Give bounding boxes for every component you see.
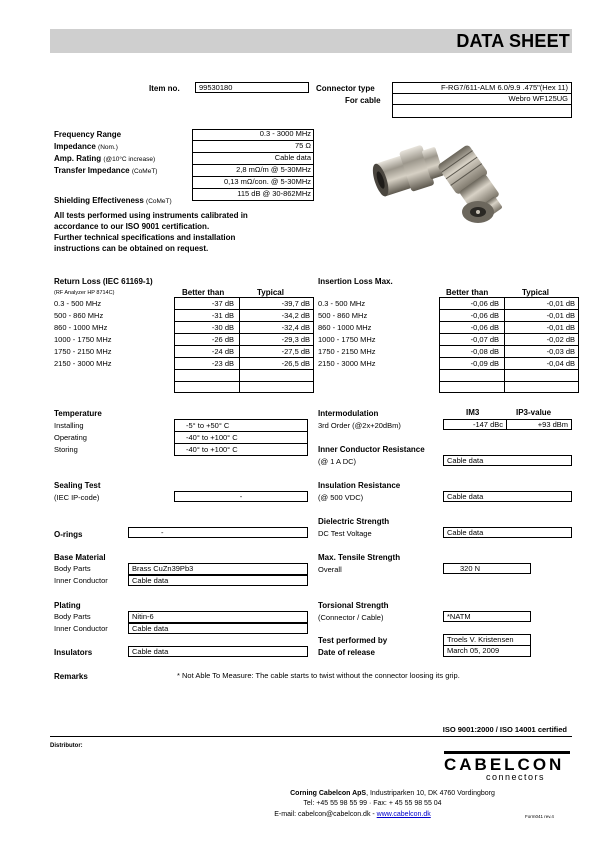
loss-band: 500 - 860 MHz bbox=[318, 311, 368, 320]
loss-band: 1000 - 1750 MHz bbox=[54, 335, 112, 344]
inner-res-label: (@ 1 A DC) bbox=[318, 457, 357, 466]
specs-table bbox=[192, 129, 314, 201]
footer-company: Corning Cabelcon ApS bbox=[290, 790, 367, 797]
loss-table-rule bbox=[439, 381, 579, 382]
insulators-title: Insulators bbox=[54, 648, 93, 657]
base-title: Base Material bbox=[54, 553, 106, 562]
footer-address bbox=[0, 790, 595, 797]
loss-band: 860 - 1000 MHz bbox=[318, 323, 372, 332]
loss-better: -30 dB bbox=[211, 323, 234, 332]
loss-better: -23 dB bbox=[211, 359, 234, 368]
base-value: Brass CuZn39Pb3 bbox=[128, 563, 308, 575]
orings-title: O-rings bbox=[54, 530, 83, 539]
cable-value: Webro WF125UG bbox=[392, 93, 572, 105]
connector-label: Connector type bbox=[316, 84, 375, 93]
loss-band: 0.3 - 500 MHz bbox=[318, 299, 366, 308]
loss-table-rule bbox=[174, 309, 314, 310]
note-line: accordance to our ISO 9001 certification. bbox=[54, 222, 210, 231]
insulation-label: (@ 500 VDC) bbox=[318, 493, 364, 502]
spec-value: 0.3 - 3000 MHz bbox=[192, 128, 314, 141]
loss-band: 1750 - 2150 MHz bbox=[54, 347, 112, 356]
loss-better: -24 dB bbox=[211, 347, 234, 356]
dielectric-title: Dielectric Strength bbox=[318, 517, 390, 526]
spec-note: (@10°C increase) bbox=[103, 156, 156, 163]
footer-contact bbox=[0, 811, 595, 818]
spec-label bbox=[54, 142, 118, 151]
loss-band: 0.3 - 500 MHz bbox=[54, 299, 102, 308]
logo-tagline: connectors bbox=[486, 772, 546, 782]
footer-email: E-mail: cabelcon@cabelcon.dk - bbox=[274, 811, 377, 818]
cabelcon-logo bbox=[430, 751, 572, 781]
sealing-label: (IEC IP-code) bbox=[54, 493, 100, 502]
temp-rule bbox=[174, 443, 308, 444]
dielectric-value: Cable data bbox=[443, 527, 572, 538]
loss-table-rule bbox=[174, 357, 314, 358]
return-loss-subtitle: (RF Analyzer HP 8714C) bbox=[54, 290, 115, 296]
spec-value: 2,8 mΩ/m @ 5-30MHz bbox=[192, 164, 314, 177]
note-line: instructions can be obtained on request. bbox=[54, 244, 209, 253]
intermod-title: Intermodulation bbox=[318, 409, 379, 418]
loss-table-rule bbox=[439, 333, 579, 334]
spec-label bbox=[54, 166, 157, 175]
remarks-value: * Not Able To Measure: The cable starts to twist without the connector loosing its grip. bbox=[177, 671, 460, 680]
footer-phone: Tel: +45 55 98 55 99 · Fax: + 45 55 98 55 04 bbox=[303, 800, 442, 807]
loss-typical: -0,04 dB bbox=[546, 359, 575, 368]
insulators-value: Cable data bbox=[128, 646, 308, 657]
orings-value: - bbox=[128, 527, 308, 538]
release-value: March 05, 2009 bbox=[443, 645, 531, 657]
temp-label: Operating bbox=[54, 433, 87, 442]
loss-table-rule bbox=[439, 321, 579, 322]
temperature-title: Temperature bbox=[54, 409, 102, 418]
torsional-title: Torsional Strength bbox=[318, 601, 389, 610]
loss-typical: -0,02 dB bbox=[546, 335, 575, 344]
footer-web-link[interactable]: www.cabelcon.dk bbox=[376, 811, 431, 818]
spec-note: (Nom.) bbox=[98, 144, 118, 151]
release-title: Date of release bbox=[318, 648, 375, 657]
loss-typical: -39,7 dB bbox=[281, 299, 310, 308]
spec-note: (CoMeT) bbox=[146, 198, 172, 205]
temp-value: -5° to +50° C bbox=[186, 421, 230, 430]
note-line: All tests performed using instruments calibrated in bbox=[54, 211, 248, 220]
temp-label: Storing bbox=[54, 445, 78, 454]
loss-better: -0,07 dB bbox=[470, 335, 499, 344]
loss-typical: -0,01 dB bbox=[546, 323, 575, 332]
loss-table-rule bbox=[439, 369, 579, 370]
spec-label-text: Transfer Impedance bbox=[54, 166, 130, 175]
return-loss-col-better: Better than bbox=[182, 288, 225, 297]
footer-address-text: , Industriparken 10, DK 4760 Vordingborg bbox=[366, 790, 495, 797]
logo-bar bbox=[444, 751, 570, 754]
insertion-loss-title: Insertion Loss Max. bbox=[318, 277, 393, 286]
connector-value: F-RG7/611-ALM 6.0/9.9 .475"(Hex 11) bbox=[392, 82, 572, 94]
temp-value: -40° to +100° C bbox=[186, 445, 238, 454]
loss-typical: -27,5 dB bbox=[281, 347, 310, 356]
loss-table-rule bbox=[174, 333, 314, 334]
loss-table-rule bbox=[439, 345, 579, 346]
intermod-col-ip3: IP3-value bbox=[516, 408, 552, 417]
loss-typical: -0,03 dB bbox=[546, 347, 575, 356]
inner-res-value: Cable data bbox=[443, 455, 572, 466]
distributor-label: Distributor: bbox=[50, 743, 83, 749]
iso-certified: ISO 9001:2000 / ISO 14001 certified bbox=[442, 725, 567, 734]
loss-table-rule bbox=[439, 357, 579, 358]
spec-value: 75 Ω bbox=[192, 140, 314, 153]
loss-table-rule bbox=[174, 345, 314, 346]
spec-label bbox=[54, 196, 172, 205]
loss-band: 1750 - 2150 MHz bbox=[318, 347, 376, 356]
temp-rule bbox=[174, 431, 308, 432]
loss-typical: -29,3 dB bbox=[281, 335, 310, 344]
plating-title: Plating bbox=[54, 601, 81, 610]
remarks-title: Remarks bbox=[54, 672, 88, 681]
loss-band: 2150 - 3000 MHz bbox=[318, 359, 376, 368]
base-label: Inner Conductor bbox=[54, 576, 108, 585]
loss-band: 860 - 1000 MHz bbox=[54, 323, 108, 332]
loss-better: -0,06 dB bbox=[470, 311, 499, 320]
for-cable-label: For cable bbox=[345, 96, 381, 105]
base-label: Body Parts bbox=[54, 564, 91, 573]
loss-typical: -34,2 dB bbox=[281, 311, 310, 320]
loss-typical: -32,4 dB bbox=[281, 323, 310, 332]
inner-res-title: Inner Conductor Resistance bbox=[318, 445, 425, 454]
sealing-title: Sealing Test bbox=[54, 481, 101, 490]
loss-better: -37 dB bbox=[211, 299, 234, 308]
intermod-ip3-value: +93 dBm bbox=[506, 419, 572, 430]
loss-typical: -0,01 dB bbox=[546, 299, 575, 308]
sealing-value: - bbox=[174, 491, 308, 502]
loss-typical: -26,5 dB bbox=[281, 359, 310, 368]
torsional-value: *NATM bbox=[443, 611, 531, 622]
item-value: 99530180 bbox=[195, 82, 309, 93]
item-label: Item no. bbox=[149, 84, 180, 93]
torsional-label: (Connector / Cable) bbox=[318, 613, 384, 622]
loss-table-rule bbox=[174, 369, 314, 370]
base-value: Cable data bbox=[128, 575, 308, 586]
spec-label bbox=[54, 154, 155, 163]
loss-better: -0,06 dB bbox=[470, 299, 499, 308]
insulation-value: Cable data bbox=[443, 491, 572, 502]
temp-label: Installing bbox=[54, 421, 84, 430]
logo-brand: CABELCON bbox=[444, 755, 565, 774]
spec-label-text: Shielding Effectiveness bbox=[54, 196, 144, 205]
return-loss-col-typical: Typical bbox=[257, 288, 284, 297]
plating-value: Nitin-6 bbox=[128, 611, 308, 623]
intermod-col-im3: IM3 bbox=[466, 408, 480, 417]
loss-table-rule bbox=[174, 381, 314, 382]
spec-value: 115 dB @ 30-862MHz bbox=[192, 188, 314, 201]
insertion-loss-col-better: Better than bbox=[446, 288, 489, 297]
insulation-title: Insulation Resistance bbox=[318, 481, 401, 490]
spec-note: (CoMeT) bbox=[131, 168, 158, 175]
plating-label: Body Parts bbox=[54, 612, 91, 621]
plating-label: Inner Conductor bbox=[54, 624, 108, 633]
return-loss-title: Return Loss (IEC 61169-1) bbox=[54, 277, 153, 286]
spec-value: 0,13 mΩ/con. @ 5-30MHz bbox=[192, 176, 314, 189]
loss-band: 500 - 860 MHz bbox=[54, 311, 104, 320]
intermod-im3-value: -147 dBc bbox=[443, 419, 507, 430]
spec-label-text: Impedance bbox=[54, 142, 96, 151]
performed-value: Troels V. Kristensen bbox=[443, 634, 531, 646]
dielectric-label: DC Test Voltage bbox=[318, 529, 372, 538]
loss-band: 2150 - 3000 MHz bbox=[54, 359, 112, 368]
spec-value: Cable data bbox=[192, 152, 314, 165]
note-line: Further technical specifications and installation bbox=[54, 233, 236, 242]
performed-title: Test performed by bbox=[318, 636, 388, 645]
loss-table-rule bbox=[174, 321, 314, 322]
plating-value: Cable data bbox=[128, 623, 308, 634]
loss-band: 1000 - 1750 MHz bbox=[318, 335, 376, 344]
tensile-value: 320 N bbox=[443, 563, 531, 574]
loss-better: -0,09 dB bbox=[470, 359, 499, 368]
spec-label: Frequency Range bbox=[54, 130, 122, 139]
loss-typical: -0,01 dB bbox=[546, 311, 575, 320]
temp-value: -40° to +100° C bbox=[186, 433, 238, 442]
loss-table-rule bbox=[439, 309, 579, 310]
footer-rule bbox=[50, 736, 572, 737]
form-code: Form041 rev.4 bbox=[525, 814, 554, 819]
loss-better: -31 dB bbox=[211, 311, 234, 320]
intermod-label: 3rd Order (@2x+20dBm) bbox=[318, 421, 401, 430]
tensile-title: Max. Tensile Strength bbox=[318, 553, 401, 562]
connector-photo bbox=[318, 126, 558, 258]
insertion-loss-col-typical: Typical bbox=[522, 288, 549, 297]
tensile-label: Overall bbox=[318, 565, 342, 574]
loss-better: -26 dB bbox=[211, 335, 234, 344]
page-title: DATA SHEET bbox=[456, 31, 570, 51]
loss-better: -0,08 dB bbox=[470, 347, 499, 356]
spec-label-text: Amp. Rating bbox=[54, 154, 102, 163]
loss-better: -0,06 dB bbox=[470, 323, 499, 332]
